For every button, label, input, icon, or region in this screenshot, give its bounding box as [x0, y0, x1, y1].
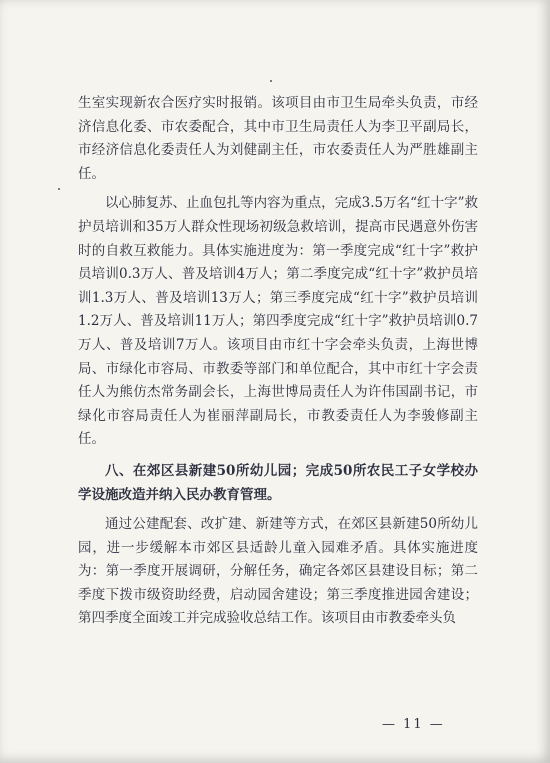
paragraph-kindergarten-construction: 通过公建配套、改扩建、新建等方式，在郊区县新建50所幼儿园，进一步缓解本市郊区县适龄儿童入园难矛盾。具体实施进度为：第一季度开展调研，分解任务，确定各郊区县建设目标；第二季度下拨市级资助经费，启动园舍建设；第三季度推进园舍建设；第四季度全面竣工并完成验收总结工作。该项目由市教委牵头负 [78, 516, 478, 627]
page-number: — 11 — [382, 717, 445, 732]
section-heading-kindergartens: 八、在郊区县新建50所幼儿园；完成50所农民工子女学校办学设施改造并纳入民办教育管理。 [78, 462, 478, 503]
document-body [78, 92, 478, 637]
paragraph-health-bureau: 生室实现新农合医疗实时报销。该项目由市卫生局牵头负责，市经济信息化委、市农委配合，其中市卫生局责任人为李卫平副局长，市经济信息化委责任人为刘健副主任，市农委责任人为严胜雄副主任。 [78, 95, 478, 182]
scan-speck [270, 80, 272, 82]
scan-speck [58, 188, 60, 190]
paragraph-red-cross-training: 以心肺复苏、止血包扎等内容为重点，完成3.5万名“红十字”救护员培训和35万人群众性现场初级急救培训，提高市民遇意外伤害时的自救互救能力。具体实施进度为：第一季度完成“红十字”救护员培训0.3万人、普及培训4万人；第二季度完成“红十字”救护员培训1.3万人、普及培训13万人；第三季度完成“红十字”救护员培训1.2万人、普及培训11万人；第四季度完成“红十字”救护员培训0.7万人、普及培训7万人。该项目由市红十字会牵头负责，上海世博局、市绿化市容局、市教委等部门和单位配合，其中市红十字会责任人为熊仿杰常务副会长，上海世博局责任人为许伟国副书记，市绿化市容局责任人为崔丽萍副局长，市教委责任人为李骏修副主任。 [78, 195, 478, 448]
